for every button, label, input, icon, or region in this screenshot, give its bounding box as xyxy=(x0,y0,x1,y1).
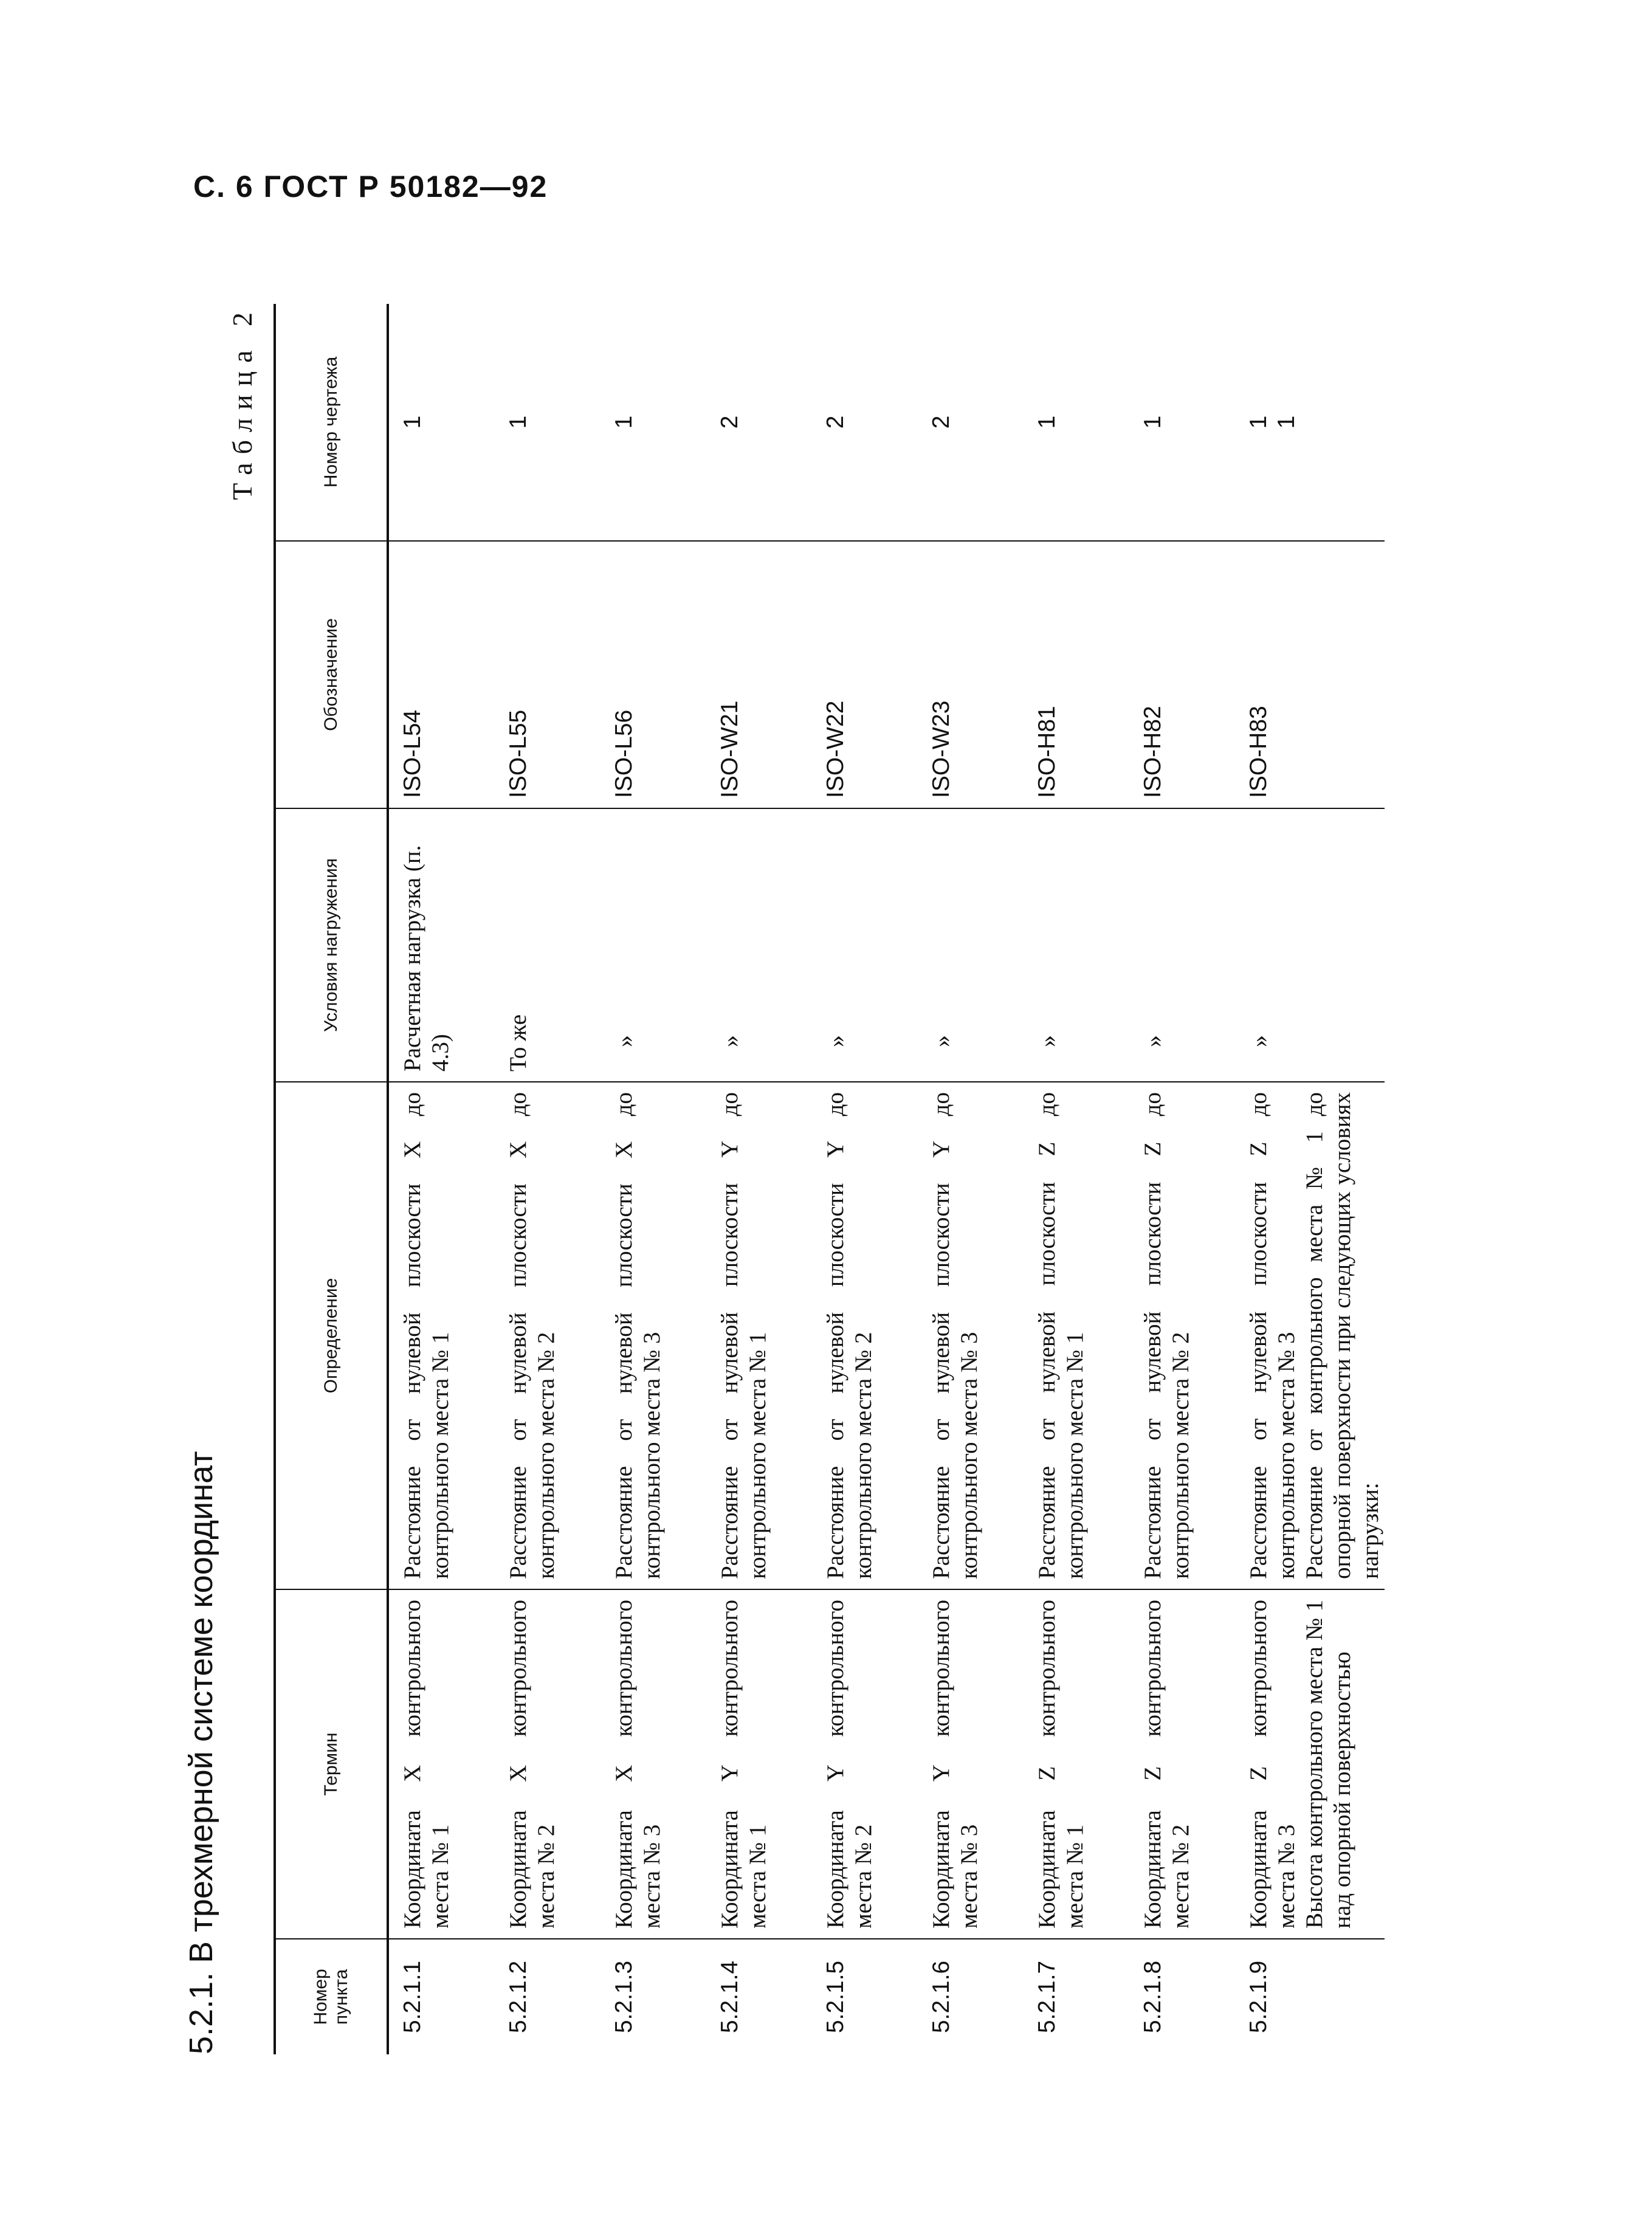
ditto-mark: » xyxy=(928,1035,955,1047)
cell-definition xyxy=(1024,1082,1129,1589)
cell-symbol: ISO-W23 xyxy=(918,541,1024,808)
cell-drawing xyxy=(1129,304,1235,541)
cell-term xyxy=(1129,1589,1235,1939)
conditions-text: То же xyxy=(505,1014,531,1072)
drawing-text: 2 xyxy=(822,415,848,429)
definition-text: Расстояние от нулевой плоскости Z до контрольного места № 3 Расстояние от контрольного места № 1 до опорной поверхности при следующих условиях нагрузки: xyxy=(1245,1092,1384,1579)
cell-term xyxy=(1235,1589,1385,1939)
cell-drawing xyxy=(1235,304,1385,541)
cell-number: 5.2.1.4 xyxy=(706,1939,812,2054)
cell-symbol: ISO-H81 xyxy=(1024,541,1129,808)
drawing-text: 2 xyxy=(928,415,954,429)
cell-symbol: ISO-W21 xyxy=(706,541,812,808)
table-row xyxy=(601,304,706,2054)
table-row xyxy=(1235,304,1385,2054)
cell-term xyxy=(706,1589,812,1939)
table-row xyxy=(812,304,918,2054)
section-heading: 5.2.1. В трехмерной системе координат xyxy=(183,1451,219,2054)
cell-symbol: ISO-L55 xyxy=(495,541,601,808)
term-text: Координата Y контрольного места № 1 xyxy=(717,1600,771,1929)
definition-text: Расстояние от нулевой плоскости Y до контрольного места № 3 xyxy=(928,1092,983,1579)
cell-term xyxy=(388,1589,495,1939)
cell-drawing xyxy=(706,304,812,541)
cell-definition xyxy=(812,1082,918,1589)
cell-number: 5.2.1.1 xyxy=(388,1939,495,2054)
cell-definition xyxy=(495,1082,601,1589)
drawing-text: 2 xyxy=(717,415,743,429)
drawing-text: 1 xyxy=(1140,415,1166,429)
ditto-mark: » xyxy=(822,1035,850,1047)
cell-number: 5.2.1.6 xyxy=(918,1939,1024,2054)
cell-definition xyxy=(918,1082,1024,1589)
header-drawing: Номер чертежа xyxy=(275,304,388,541)
header-definition: Определение xyxy=(275,1082,388,1589)
definition-text: Расстояние от нулевой плоскости Z до контрольного места № 2 xyxy=(1140,1092,1194,1579)
cell-conditions xyxy=(1235,808,1385,1082)
rotated-content xyxy=(182,304,1384,2054)
cell-drawing xyxy=(1024,304,1129,541)
term-text: Координата Z контрольного места № 1 xyxy=(1034,1600,1089,1929)
cell-definition xyxy=(388,1082,495,1589)
cell-definition xyxy=(1235,1082,1385,1589)
header-symbol: Обозначение xyxy=(275,541,388,808)
cell-drawing xyxy=(388,304,495,541)
cell-definition xyxy=(601,1082,706,1589)
cell-number: 5.2.1.3 xyxy=(601,1939,706,2054)
term-text: Координата X контрольного места № 2 xyxy=(505,1600,560,1929)
table-row xyxy=(706,304,812,2054)
drawing-text: 1 xyxy=(611,415,637,429)
definition-text: Расстояние от нулевой плоскости X до контрольного места № 2 xyxy=(505,1092,560,1579)
header-conditions: Условия нагружения xyxy=(275,808,388,1082)
cell-symbol: ISO-H82 xyxy=(1129,541,1235,808)
cell-symbol: ISO-L54 xyxy=(388,541,495,808)
ditto-mark: » xyxy=(717,1035,744,1047)
cell-term xyxy=(812,1589,918,1939)
cell-number: 5.2.1.7 xyxy=(1024,1939,1129,2054)
table-row xyxy=(918,304,1024,2054)
cell-symbol: ISO-H83 xyxy=(1235,541,1385,808)
cell-symbol: ISO-W22 xyxy=(812,541,918,808)
cell-number: 5.2.1.2 xyxy=(495,1939,601,2054)
drawing-text: 1 xyxy=(505,415,531,429)
page-header: С. 6 ГОСТ Р 50182—92 xyxy=(193,170,548,204)
cell-conditions xyxy=(388,808,495,1082)
cell-definition xyxy=(706,1082,812,1589)
term-text: Координата Z контрольного места № 3 Высота контрольного места № 1 над опорной поверхностью xyxy=(1245,1600,1356,1929)
table-row xyxy=(495,304,601,2054)
cell-drawing xyxy=(812,304,918,541)
terms-table xyxy=(274,304,1385,2054)
cell-term xyxy=(918,1589,1024,1939)
cell-number: 5.2.1.8 xyxy=(1129,1939,1235,2054)
conditions-text: Расчетная нагрузка (п. 4.3) xyxy=(399,845,454,1072)
definition-text: Расстояние от нулевой плоскости Y до контрольного места № 2 xyxy=(822,1092,877,1579)
header-term: Термин xyxy=(275,1589,388,1939)
term-text: Координата Z контрольного места № 2 xyxy=(1140,1600,1194,1929)
cell-conditions xyxy=(918,808,1024,1082)
table-label: Таблица 2 xyxy=(227,304,258,500)
cell-conditions xyxy=(495,808,601,1082)
term-text: Координата Y контрольного места № 2 xyxy=(822,1600,877,1929)
cell-number: 5.2.1.9 xyxy=(1235,1939,1385,2054)
ditto-mark: » xyxy=(1245,1035,1273,1047)
table-row xyxy=(388,304,495,2054)
drawing-text: 1 1 xyxy=(1245,415,1300,429)
table-row xyxy=(1129,304,1235,2054)
ditto-mark: » xyxy=(611,1035,638,1047)
cell-drawing xyxy=(495,304,601,541)
cell-term xyxy=(1024,1589,1129,1939)
cell-conditions xyxy=(812,808,918,1082)
cell-conditions xyxy=(1129,808,1235,1082)
term-text: Координата X контрольного места № 1 xyxy=(399,1600,454,1929)
cell-term xyxy=(601,1589,706,1939)
cell-definition xyxy=(1129,1082,1235,1589)
cell-term xyxy=(495,1589,601,1939)
cell-conditions xyxy=(1024,808,1129,1082)
cell-conditions xyxy=(601,808,706,1082)
definition-text: Расстояние от нулевой плоскости Z до контрольного места № 1 xyxy=(1034,1092,1089,1579)
ditto-mark: » xyxy=(1140,1035,1167,1047)
header-number: Номер пункта xyxy=(275,1939,388,2054)
table-header-row xyxy=(275,304,388,2054)
drawing-text: 1 xyxy=(399,415,425,429)
term-text: Координата Y контрольного места № 3 xyxy=(928,1600,983,1929)
cell-conditions xyxy=(706,808,812,1082)
ditto-mark: » xyxy=(1034,1035,1061,1047)
table-row xyxy=(1024,304,1129,2054)
definition-text: Расстояние от нулевой плоскости X до контрольного места № 1 xyxy=(399,1092,454,1579)
term-text: Координата X контрольного места № 3 xyxy=(611,1600,666,1929)
cell-drawing xyxy=(601,304,706,541)
cell-drawing xyxy=(918,304,1024,541)
definition-text: Расстояние от нулевой плоскости Y до контрольного места № 1 xyxy=(717,1092,771,1579)
definition-text: Расстояние от нулевой плоскости X до контрольного места № 3 xyxy=(611,1092,666,1579)
drawing-text: 1 xyxy=(1034,415,1060,429)
cell-number: 5.2.1.5 xyxy=(812,1939,918,2054)
cell-symbol: ISO-L56 xyxy=(601,541,706,808)
